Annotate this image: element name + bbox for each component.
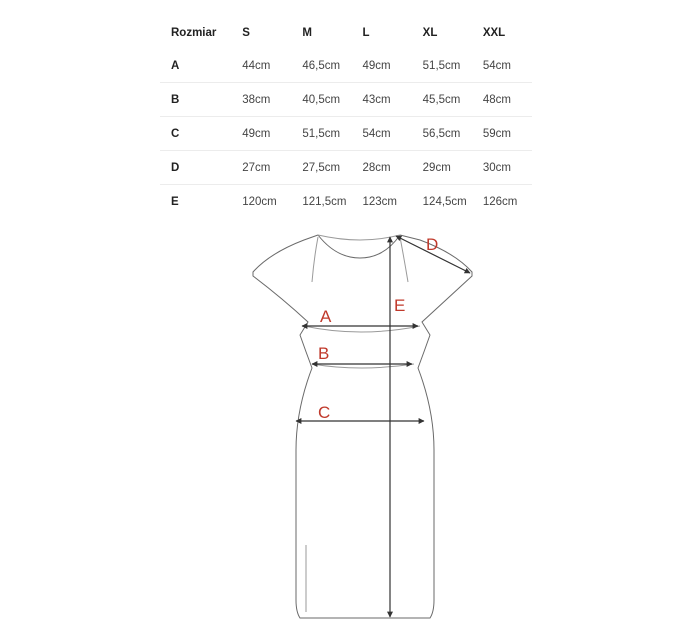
header-size: Rozmiar [171,26,217,39]
header-xl: XL [422,26,438,39]
table-cell: 51,5cm [412,49,472,83]
table-cell: 38cm [231,83,291,117]
measurement-labels [318,235,438,422]
dress-outline [253,235,472,618]
row-label: C [160,117,231,151]
table-cell: 44cm [231,49,291,83]
table-cell: 54cm [472,49,532,83]
measurement-lines [296,236,470,617]
table-cell: 49cm [231,117,291,151]
label-e: E [394,296,406,315]
row-label: D [160,151,231,185]
table-cell: 120cm [242,195,277,208]
table-cell: 124,5cm [422,195,467,208]
table-cell: 27cm [231,151,291,185]
table-cell: 49cm [352,49,412,83]
table-cell: 123cm [362,195,398,208]
table-cell: 29cm [412,151,472,185]
header-xxl: XXL [482,26,506,39]
table-cell: 121,5cm [302,195,347,208]
table-cell: 43cm [352,83,412,117]
label-a: A [320,307,332,326]
table-cell: 56,5cm [412,117,472,151]
table-cell: 40,5cm [291,83,351,117]
table-cell: 27,5cm [291,151,351,185]
table-cell: 46,5cm [291,49,351,83]
header-s: S [242,26,250,39]
header-m: M [302,26,312,39]
table-cell: 51,5cm [291,117,351,151]
row-label: B [160,83,231,117]
table-cell: 126cm [482,195,518,208]
row-label: E [171,195,179,208]
header-l: L [362,26,370,39]
label-c: C [318,403,331,422]
table-cell: 48cm [472,83,532,117]
table-cell: 28cm [352,151,412,185]
table-cell: 30cm [472,151,532,185]
label-d: D [426,235,439,254]
label-b: B [318,344,330,363]
table-cell: 59cm [472,117,532,151]
row-label: A [160,49,231,83]
table-cell: 54cm [352,117,412,151]
table-cell: 45,5cm [412,83,472,117]
